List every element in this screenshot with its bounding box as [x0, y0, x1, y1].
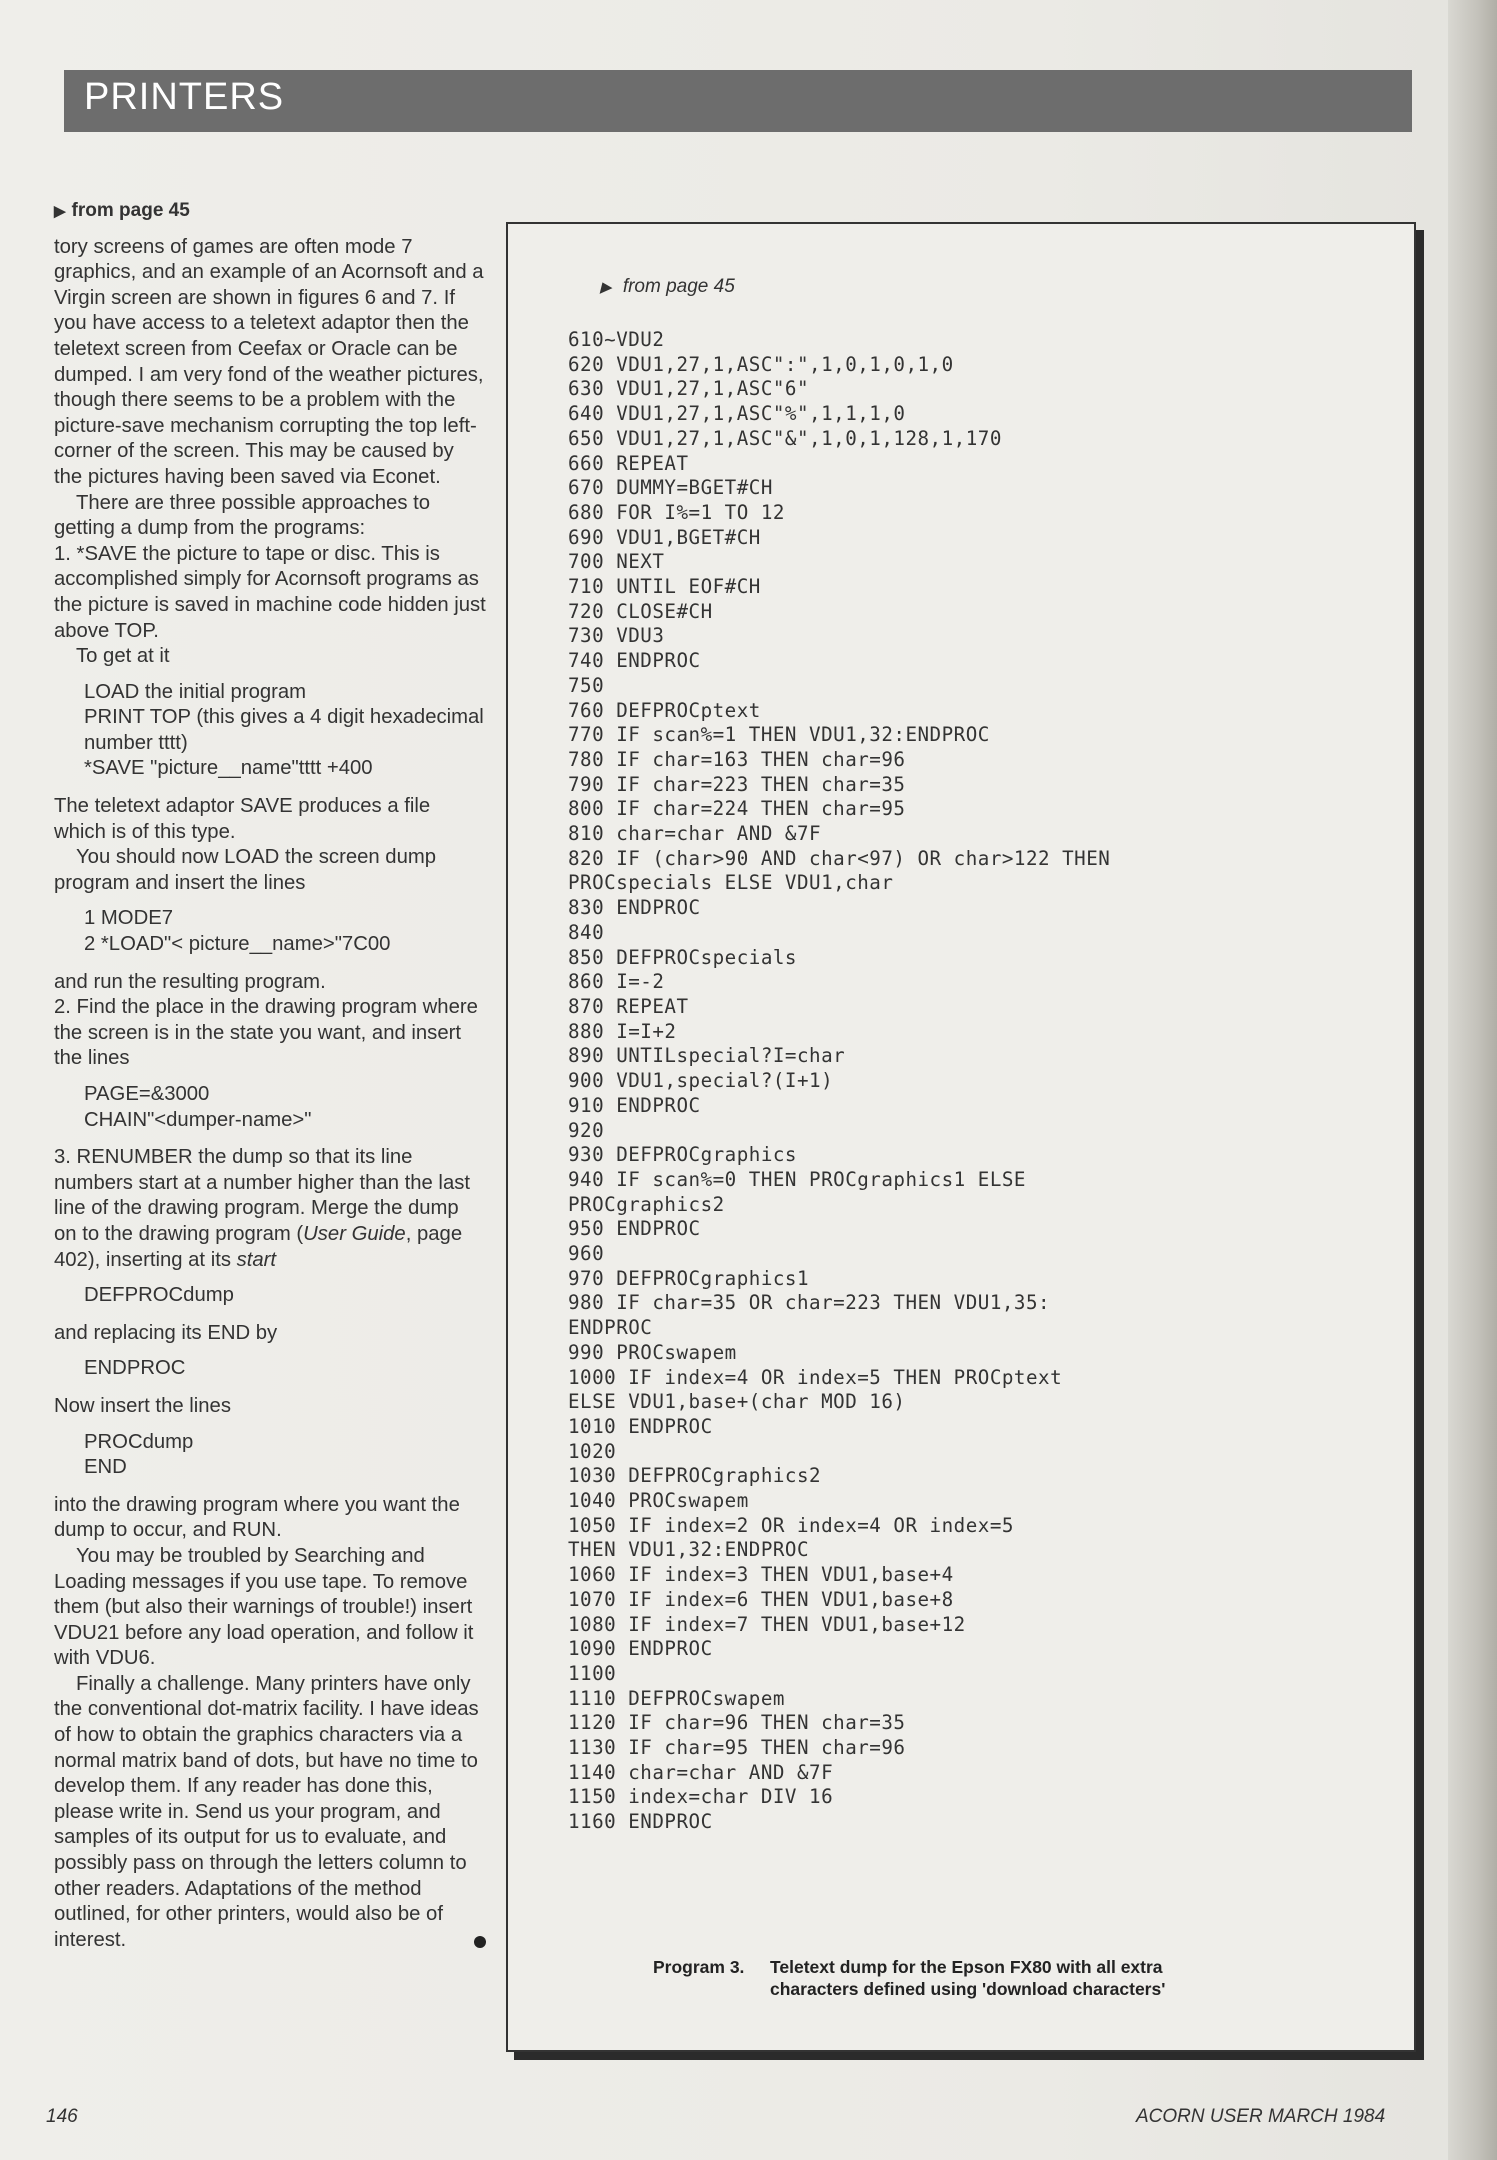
- paragraph: The teletext adaptor SAVE produces a file which is of this type.: [54, 795, 431, 843]
- arrow-right-icon: ▶: [54, 203, 66, 220]
- paragraph: You may be troubled by Searching and Loading messages if you use tape. To remove them (but also their warnings of trouble!) insert VDU21 before any load operation, and follow it with VDU6.: [54, 1544, 474, 1670]
- paragraph: tory screens of games are often mode 7 graphics, and an example of an Acornsoft and a Virgin screen are shown in figures 6 and 7. If you have access to a teletext adaptor then the teletext screen from Ceefax or Oracle can be dumped. I am very fond of the weather pictures, though there seems to be a problem with the picture-save mechanism corrupting the top left-corner of the screen. This may be caused by the pictures having been saved via Econet.: [54, 235, 484, 488]
- paragraph: Finally a challenge. Many printers have only the conventional dot-matrix facility. I have ideas of how to obtain the graphics characters via a normal matrix band of dots, but have no time to develop them. If any reader has done this, please write in. Send us your program, and samples of its output for us to evaluate, and possibly pass on through the letters column to other readers. Adaptations of the method outlined, for other printers, would also be of interest.: [54, 1672, 486, 1954]
- continued-from: ▶ from page 45: [600, 276, 735, 297]
- paragraph: To get at it: [76, 645, 170, 668]
- paragraph: 2. Find the place in the drawing program where the screen is in the state you want, and insert the lines: [54, 996, 478, 1070]
- program-listing-box: [506, 222, 1416, 2052]
- section-title: PRINTERS: [84, 76, 285, 118]
- paragraph: into the drawing program where you want the dump to occur, and RUN.: [54, 1493, 460, 1542]
- page-edge-shadow: [1448, 0, 1497, 2160]
- page-number: 146: [46, 2106, 78, 2127]
- end-mark-icon: [474, 1936, 486, 1948]
- section-header: [64, 70, 1412, 132]
- code-snippet: DEFPROCdump: [84, 1284, 234, 1307]
- basic-listing: 610~VDU2 620 VDU1,27,1,ASC":",1,0,1,0,1,0 630 VDU1,27,1,ASC"6" 640 VDU1,27,1,ASC"%",1,1,1,0 650 VDU1,27,1,ASC"&",1,0,1,128,1,170 660 REPEAT 670 DUMMY=BGET#CH 680 FOR I%=1 TO 12 690 VDU1,BGET#CH 700 NEXT 710 UNTIL EOF#CH 720 CLOSE#CH 730 VDU3 740 ENDPROC 750 760 DEFPROCptext 770 IF scan%=1 THEN VDU1,32:ENDPROC 780 IF char=163 THEN char=96 790 IF char=223 THEN char=35 800 IF char=224 THEN char=95 810 char=char AND &7F 820 IF (char>90 AND char<97) OR char>122 THEN PROCspecials ELSE VDU1,char 830 ENDPROC 840 850 DEFPROCspecials 860 I=-2 870 REPEAT 880 I=I+2 890 UNTILspecial?I=char 900 VDU1,special?(I+1) 910 ENDPROC 920 930 DEFPROCgraphics 940 IF scan%=0 THEN PROCgraphics1 ELSE PROCgraphics2 950 ENDPROC 960 970 DEFPROCgraphics1 980 IF char=35 OR char=223 THEN VDU1,35: ENDPROC 990 PROCswapem 1000 IF index=4 OR index=5 THEN PROCptext ELSE VDU1,base+(char MOD 16) 1010 ENDPROC 1020 1030 DEFPROCgraphics2 1040 PROCswapem 1050 IF index=2 OR index=4 OR index=5 THEN VDU1,32:ENDPROC 1060 IF index=3 THEN VDU1,base+4 1070 IF index=6 THEN VDU1,base+8 1080 IF index=7 THEN VDU1,base+12 1090 ENDPROC 1100 1110 DEFPROCswapem 1120 IF char=96 THEN char=35 1130 IF char=95 THEN char=96 1140 char=char AND &7F 1150 index=char DIV 16 1160 ENDPROC: [568, 328, 1111, 1834]
- caption-label: Program 3.: [653, 1957, 745, 1977]
- paragraph: Now insert the lines: [54, 1394, 231, 1417]
- paragraph: 3. RENUMBER the dump so that its line numbers start at a number higher than the last line of the drawing program. Merge the dump on to the drawing program (User Guide, page 402), inserting at its start: [54, 1146, 470, 1271]
- code-snippet: PAGE=&3000 CHAIN"<dumper-name>": [84, 1083, 312, 1131]
- code-snippet: PROCdump END: [84, 1430, 194, 1479]
- code-snippet: 1 MODE7 2 *LOAD"< picture__name>"7C00: [84, 907, 391, 956]
- caption-text: Teletext dump for the Epson FX80 with all extra characters defined using 'download characters': [770, 1957, 1166, 1999]
- code-snippet: ENDPROC: [84, 1357, 186, 1380]
- paragraph: There are three possible approaches to getting a dump from the programs:: [54, 491, 431, 540]
- paragraph: 1. *SAVE the picture to tape or disc. This is accomplished simply for Acornsoft programs as the picture is saved in machine code hidden just above TOP.: [54, 542, 486, 642]
- paragraph: You should now LOAD the screen dump program and insert the lines: [54, 846, 437, 894]
- continued-from: ▶ from page 45: [54, 200, 190, 221]
- magazine-issue: ACORN USER MARCH 1984: [1136, 2106, 1386, 2127]
- code-snippet: LOAD the initial program PRINT TOP (this gives a 4 digit hexadecimal number tttt) *SAVE "picture__name"tttt +400: [84, 680, 484, 780]
- arrow-right-icon: ▶: [600, 279, 612, 296]
- article-column: [54, 198, 486, 1953]
- paragraph: and replacing its END by: [54, 1321, 278, 1344]
- paragraph: and run the resulting program.: [54, 970, 326, 993]
